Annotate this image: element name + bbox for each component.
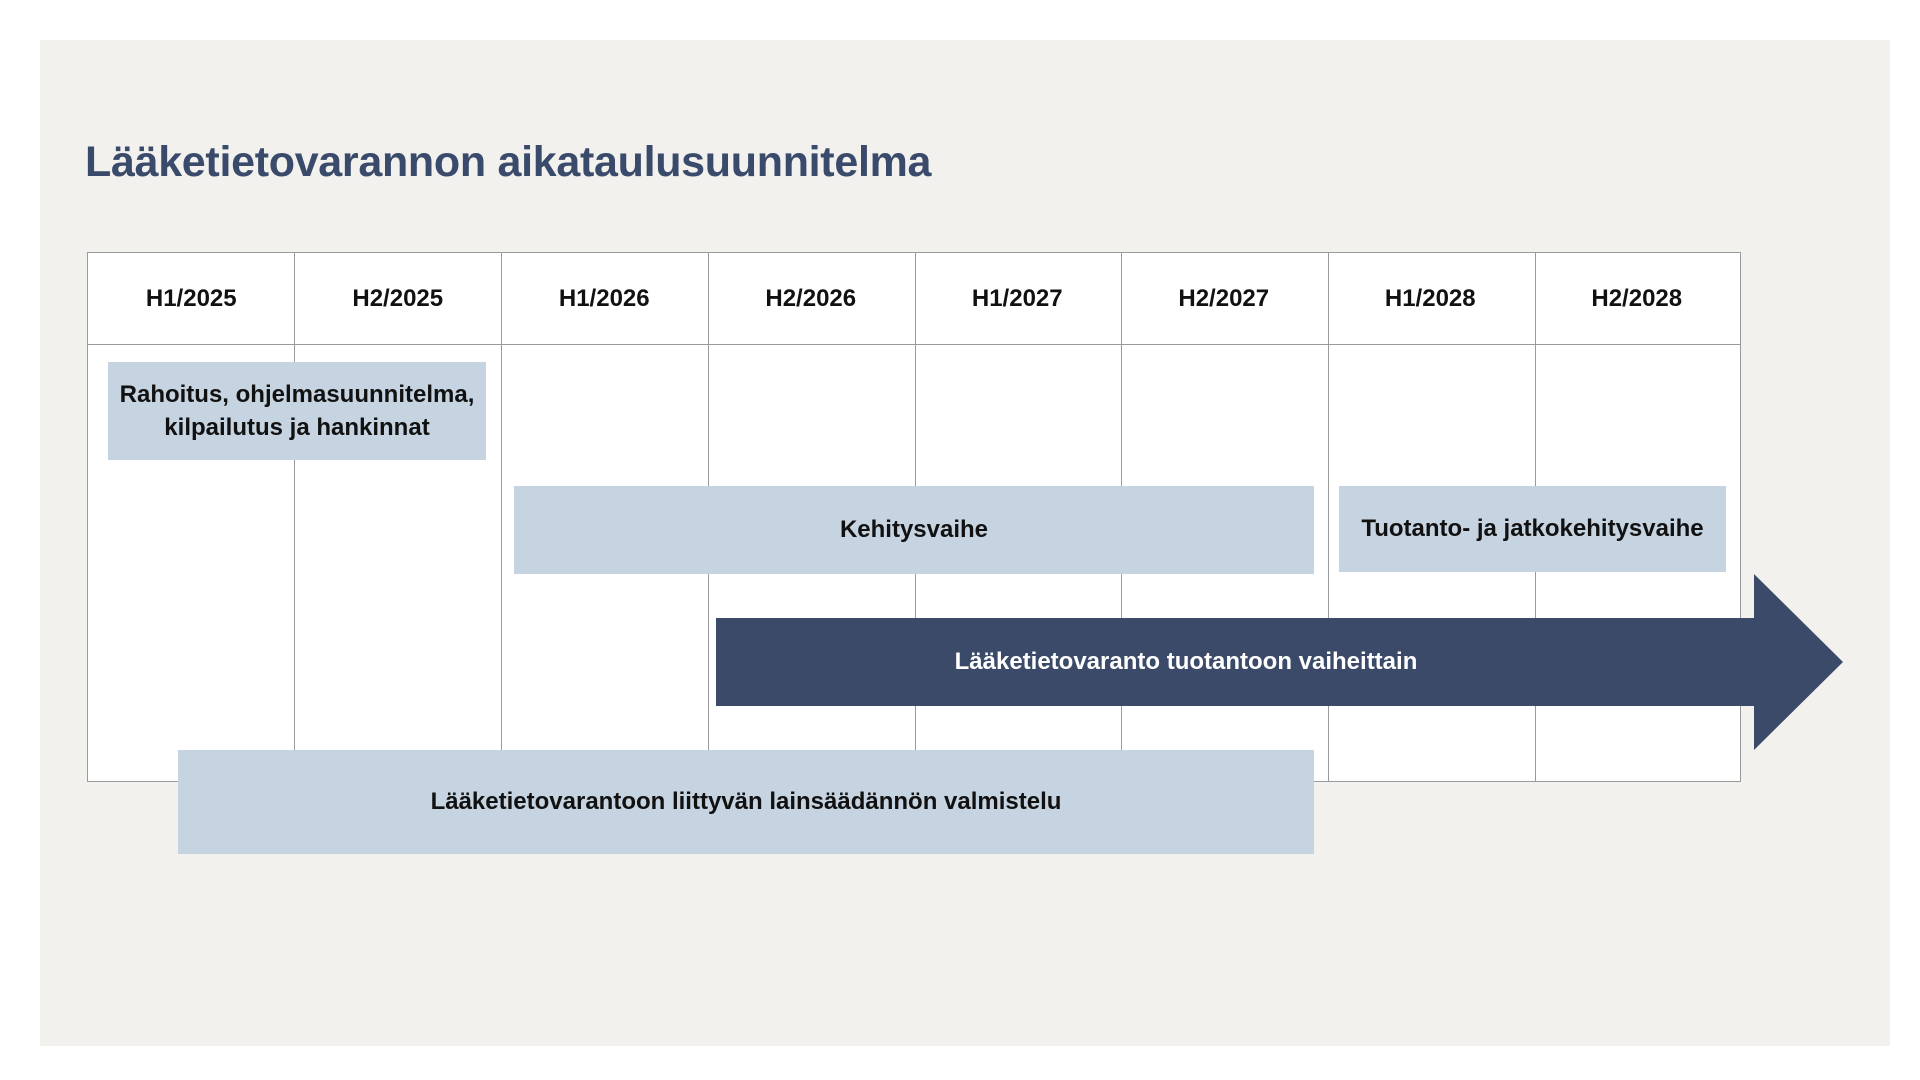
period-header: H1/2027 (971, 284, 1063, 312)
period-header: H2/2025 (352, 284, 444, 312)
period-header: H1/2028 (1384, 284, 1476, 312)
period-header: H2/2027 (1178, 284, 1270, 312)
page-title: Lääketietovarannon aikataulusuunnitelma (85, 138, 932, 186)
task-label-funding-line2: kilpailutus ja hankinnat (164, 414, 430, 441)
period-header: H1/2025 (145, 284, 237, 312)
task-bar-legislation (178, 750, 1314, 854)
rollout-arrow (716, 574, 1843, 750)
task-bar-development (514, 486, 1314, 574)
slide (40, 40, 1890, 1046)
period-header: H1/2026 (558, 284, 650, 312)
task-label-production-phase: Tuotanto- ja jatkokehitysvaihe (1361, 515, 1704, 543)
task-label-legislation: Lääketietovarantoon liittyvän lainsäädännön valmistelu (430, 788, 1062, 816)
task-label-funding-line1: Rahoitus, ohjelmasuunnitelma, (119, 380, 475, 408)
period-header: H2/2026 (765, 284, 857, 312)
task-bar-production-phase (1339, 486, 1726, 572)
task-label-rollout: Lääketietovaranto tuotantoon vaiheittain (954, 648, 1418, 675)
task-bar-funding (108, 362, 486, 460)
period-header: H2/2028 (1591, 284, 1683, 312)
task-label-development: Kehitysvaihe (839, 516, 989, 544)
column-divider (294, 253, 295, 781)
column-divider (501, 253, 502, 781)
period-header-row (88, 253, 1740, 345)
